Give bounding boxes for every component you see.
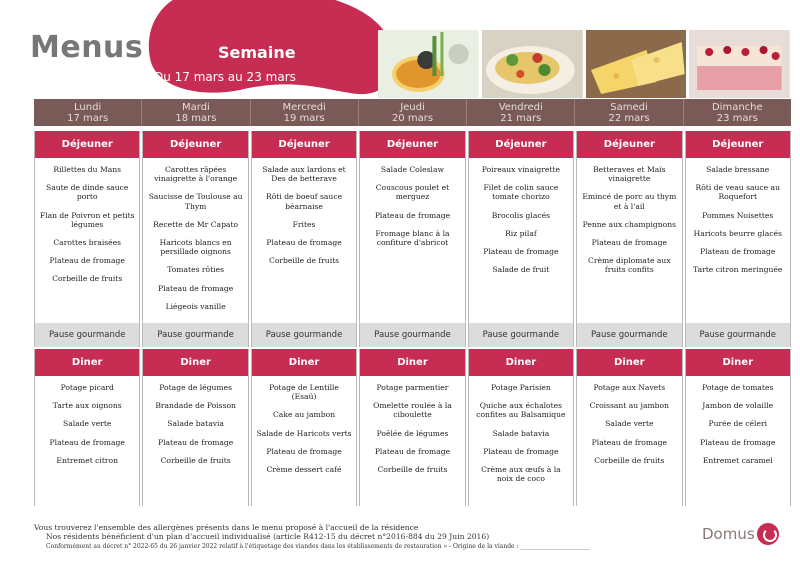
day-header-vendredi [467,99,575,126]
pause-gourmande-label: Pause gourmande [469,323,573,347]
day-date: 18 mars [175,113,217,124]
lunch-items [577,158,681,323]
menu-item: Salade de fruit [492,265,550,275]
day-date: 19 mars [283,113,325,124]
menu-item: Corbeille de fruits [269,256,340,266]
day-name: Mardi [182,102,210,113]
menu-item: Quiche aux échalotes confites au Balsamique [476,401,566,420]
menu-item: Potage picard [60,383,114,392]
day-header-lundi [34,99,142,126]
menu-item: Jambon de volaille [702,401,774,411]
menu-item: Omelette roulée à la ciboulette [373,401,452,420]
allergen-note: Vous trouverez l'ensemble des allergènes présents dans le menu proposé à l'accueil de la résidence [34,523,419,532]
lunch-header: Déjeuner [252,131,356,158]
dinner-items [469,376,573,506]
menu-item: Haricots blancs en persillade oignons [159,238,232,257]
day-header-dimanche [684,99,791,126]
dinner-header: Diner [360,349,464,376]
individual-plan-note: Nos résidents bénéficient d'un plan d'accueil individualisé (article R412-15 du décret n°2016-884 du 29 Juin 2016) [46,532,490,542]
menu-item: Plateau de fromage [49,256,125,266]
day-header-jeudi [359,99,467,126]
menu-item: Salade batavia [492,428,550,438]
menu-item: Poêlée de légumes [376,428,449,438]
lunch-column-5 [576,131,682,347]
dinner-header: Diner [469,349,573,376]
menu-item: Filet de colin sauce tomate chorizo [483,183,559,202]
menu-item: Riz pilaf [505,228,537,238]
dinner-header: Diner [686,349,790,376]
menu-item: Salade batavia [167,419,224,429]
lunch-items [686,158,790,323]
dinner-items [577,376,681,506]
cake-photo [689,30,790,98]
lunch-header: Déjeuner [360,131,464,158]
menu-item: Liégeois vanille [165,301,226,311]
lunch-items [360,158,464,323]
brand-name: Domus [702,525,755,543]
menu-item: Saucisse de Toulouse au Thym [148,192,243,211]
menu-item: Entremet caramel [702,455,773,465]
menu-item: Plateau de fromage [591,437,667,447]
menu-item: Frites [292,219,316,229]
menu-item: Rôti de veau sauce au Roquefort [695,183,780,202]
menu-item: Plateau de fromage [266,446,342,456]
menu-item: Plateau de fromage [700,437,776,447]
menu-item: Salade aux lardons et Des de betterave [262,165,346,184]
dinner-column-0 [34,349,140,506]
dinner-header: Diner [252,349,356,376]
lunch-items [143,158,247,323]
menu-item: Crème aux œufs à la noix de coco [481,465,561,484]
day-date: 23 mars [716,113,758,124]
brand-logo [702,523,779,545]
day-name: Jeudi [400,102,425,113]
menu-item: Poireaux vinaigrette [481,165,560,174]
day-date: 21 mars [500,113,542,124]
dinner-column-3 [359,349,465,506]
dinner-column-5 [576,349,682,506]
menu-item: Plateau de fromage [374,210,451,220]
day-header-bar [34,99,791,126]
dinner-items [686,376,790,506]
menu-item: Carottes râpées vinaigrette à l'orange [154,165,238,184]
day-name: Dimanche [711,102,763,113]
menu-item: Tomates rôties [167,265,224,275]
day-name: Lundi [74,102,102,113]
menu-item: Salade de Haricots verts [256,428,352,438]
lunch-items [252,158,356,323]
lunch-column-6 [685,131,791,347]
menu-item: Couscous poulet et merguez [375,183,450,202]
menu-item: Rôti de boeuf sauce béarnaise [266,192,343,211]
menu-item: Potage de tomates [702,383,774,392]
pause-gourmande-label: Pause gourmande [35,323,139,347]
lunch-column-1 [142,131,248,347]
dinner-column-2 [251,349,357,506]
menu-item: Purée de céleri [708,419,767,429]
menu-item: Haricots beurre glacés [693,228,782,238]
fruit-dessert-photo [378,30,479,98]
lunch-header: Déjeuner [686,131,790,158]
dinner-items [35,376,139,506]
week-dates: Du 17 mars au 23 mars [154,70,296,84]
dinner-column-1 [142,349,248,506]
menu-item: Potage de légumes [159,383,233,392]
menu-item: Emincé de porc au thym et à l'ail [582,192,677,211]
menu-item: Plateau de fromage [266,238,342,248]
dinner-header: Diner [143,349,247,376]
day-date: 20 mars [391,113,434,124]
pasta-salad-photo [482,30,583,98]
menu-item: Carottes braisées [53,238,122,248]
menu-item: Plateau de fromage [591,238,667,248]
menu-item: Brocolis glacés [491,210,551,220]
menu-item: Crème diplomate aux fruits confits [588,256,671,275]
day-header-samedi [575,99,683,126]
menu-item: Tarte citron meringuée [693,265,783,275]
menu-item: Brandade de Poisson [155,401,236,411]
day-date: 22 mars [608,113,650,124]
pause-gourmande-label: Pause gourmande [686,323,790,347]
lunch-header: Déjeuner [577,131,681,158]
footer-notes [34,523,694,551]
menu-item: Plateau de fromage [49,437,125,447]
dinner-items [360,376,464,506]
lunch-items [35,158,139,323]
lunch-section [34,131,791,347]
menu-item: Salade bressane [706,165,770,174]
menu-item: Croissant au jambon [589,401,669,411]
menu-item: Recette de Mr Capato [153,219,239,229]
dinner-column-6 [685,349,791,506]
pause-gourmande-label: Pause gourmande [360,323,464,347]
menu-item: Salade verte [605,419,654,429]
lunch-header: Déjeuner [469,131,573,158]
lunch-header: Déjeuner [143,131,247,158]
menu-item: Betteraves et Maïs vinaigrette [593,165,666,184]
meat-origin-note: Conformément au décret n° 2022-65 du 26 janvier 2022 relatif à l'étiquetage des viandes dans les établissements de restauration » - Origine de la viande : _______________________ [46,542,590,550]
menu-item: Plateau de fromage [483,446,559,456]
menu-item: Potage Parisien [491,383,551,392]
menu-item: Rillettes du Mans [53,165,122,174]
menu-item: Flan de Poivron et petits légumes [39,210,135,229]
menu-item: Salade verte [63,419,112,429]
lunch-column-0 [34,131,140,347]
menu-item: Pommes Noisettes [702,210,774,220]
menu-item: Corbeille de fruits [160,455,231,465]
food-photo-strip [378,30,790,98]
brand-mark-icon [757,523,779,545]
menu-item: Fromage blanc à la confiture d'abricot [375,228,450,248]
pause-gourmande-label: Pause gourmande [252,323,356,347]
dinner-header: Diner [577,349,681,376]
lunch-column-2 [251,131,357,347]
pause-gourmande-label: Pause gourmande [143,323,247,347]
menu-item: Tarte aux oignons [52,401,122,411]
menu-item: Plateau de fromage [374,446,451,456]
menu-item: Cake au jambon [273,410,336,420]
menu-item: Potage parmentier [376,383,449,392]
day-header-mercredi [251,99,359,126]
menu-item: Corbeille de fruits [594,455,665,465]
menu-item: Plateau de fromage [700,247,776,257]
lunch-items [469,158,573,323]
day-date: 17 mars [67,113,109,124]
menu-item: Plateau de fromage [157,283,234,293]
day-name: Mercredi [282,102,326,113]
menu-item: Potage aux Navets [593,383,666,392]
day-header-mardi [142,99,250,126]
lunch-header: Déjeuner [35,131,139,158]
lunch-column-3 [359,131,465,347]
pause-gourmande-label: Pause gourmande [577,323,681,347]
week-label: Semaine [218,43,296,62]
cheese-photo [586,30,687,98]
dinner-section [34,349,791,506]
menu-item: Salade Coleslaw [380,165,445,174]
menu-item: Saute de dinde sauce porto [46,183,129,202]
dinner-items [252,376,356,506]
menu-item: Potage de Lentille (Esaü) [269,383,339,402]
menu-item: Corbeille de fruits [52,274,123,284]
page-title: Menus [30,30,144,65]
dinner-items [143,376,247,506]
menu-item: Entremet citron [56,455,119,465]
day-name: Vendredi [498,102,543,113]
lunch-column-4 [468,131,574,347]
menu-item: Plateau de fromage [483,247,559,257]
dinner-header: Diner [35,349,139,376]
menu-item: Corbeille de fruits [377,465,448,475]
menu-item: Penne aux champignons [582,219,676,229]
day-name: Samedi [610,102,648,113]
menu-item: Plateau de fromage [157,437,234,447]
dinner-column-4 [468,349,574,506]
menu-item: Crème dessert café [266,465,342,475]
